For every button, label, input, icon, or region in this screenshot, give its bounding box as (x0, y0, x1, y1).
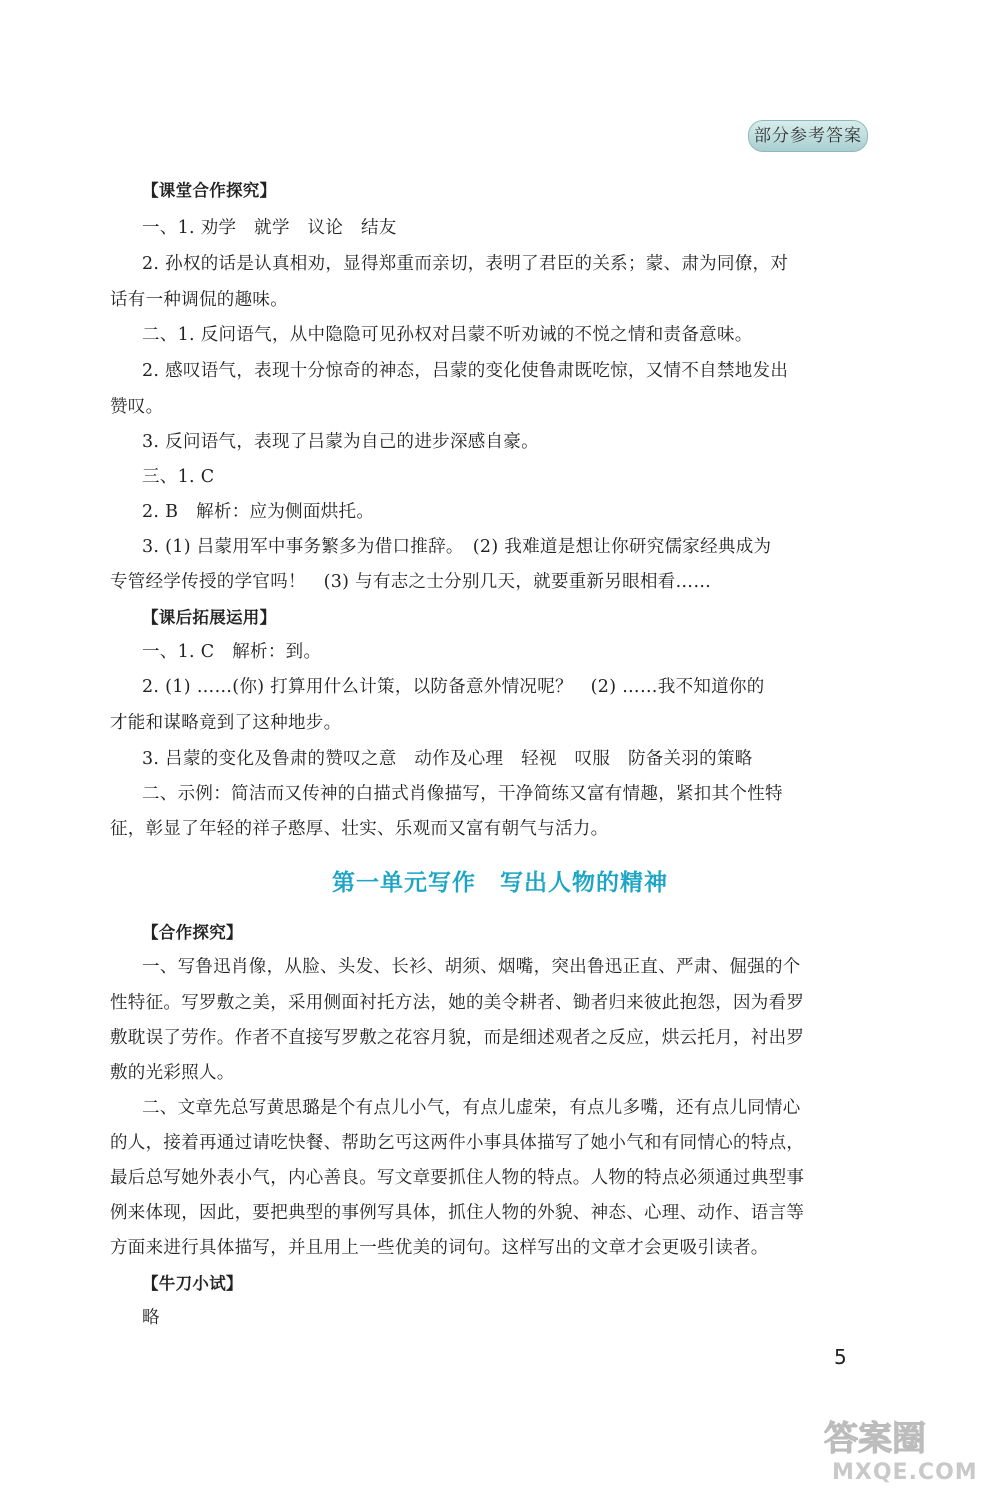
text-line: 3. 反问语气，表现了吕蒙为自己的进步深感自豪。 (142, 432, 539, 452)
text-line: 2. (1) ……(你) 打算用什么计策，以防备意外情况呢？ (2) ……我不知道你的 (142, 677, 765, 697)
section-heading: 【牛刀小试】 (142, 1274, 243, 1293)
section-heading: 【合作探究】 (142, 923, 243, 942)
text-line: 例来体现，因此，要把典型的事例写具体，抓住人物的外貌、神态、心理、动作、语言等 (110, 1203, 805, 1223)
text-line: 征，彰显了年轻的祥子憨厚、壮实、乐观而又富有朝气与活力。 (110, 819, 609, 839)
text-line: 3. (1) 吕蒙用军中事务繁多为借口推辞。 (2) 我难道是想让你研究儒家经典成为 (142, 537, 772, 557)
text-line: 话有一种调侃的趣味。 (110, 290, 288, 310)
text-line: 2. 感叹语气，表现十分惊奇的神态，吕蒙的变化使鲁肃既吃惊，又情不自禁地发出 (142, 361, 789, 381)
text-line: 二、示例：简洁而又传神的白描式肖像描写，干净简练又富有情趣，紧扣其个性特 (142, 784, 783, 804)
text-line: 一、1. C 解析：到。 (142, 642, 322, 662)
text-line: 赞叹。 (110, 397, 164, 417)
text-line: 一、1. 劝学 就学 议论 结友 (142, 218, 397, 238)
unit-title: 第一单元写作 写出人物的精神 (332, 870, 668, 896)
text-line: 二、文章先总写黄思璐是个有点儿小气，有点儿虚荣，有点儿多嘴，还有点儿同情心 (142, 1098, 801, 1118)
text-line: 方面来进行具体描写，并且用上一些优美的词句。这样写出的文章才会更吸引读者。 (110, 1238, 769, 1258)
text-line: 敷的光彩照人。 (110, 1063, 235, 1083)
text-line: 性特征。写罗敷之美，采用侧面衬托方法，她的美令耕者、锄者归来彼此抱怨，因为看罗 (110, 993, 805, 1013)
text-line: 才能和谋略竟到了这种地步。 (110, 713, 342, 733)
text-line: 二、1. 反问语气，从中隐隐可见孙权对吕蒙不听劝诫的不悦之情和责备意味。 (142, 325, 753, 345)
section-tab: 部分参考答案 (748, 120, 868, 152)
text-line: 2. 孙权的话是认真相劝，显得郑重而亲切，表明了君臣的关系；蒙、肃为同僚，对 (142, 254, 789, 274)
text-line: 三、1. C (142, 467, 215, 487)
text-line: 敷耽误了劳作。作者不直接写罗敷之花容月貌，而是细述观者之反应，烘云托月，衬出罗 (110, 1028, 805, 1048)
text-line: 专管经学传授的学官吗！ (3) 与有志之士分别几天，就要重新另眼相看…… (110, 572, 712, 592)
section-heading: 【课后拓展运用】 (142, 608, 277, 627)
page-number: 5 (834, 1345, 847, 1369)
watermark-logo-icon (820, 1412, 990, 1458)
text-line: 3. 吕蒙的变化及鲁肃的赞叹之意 动作及心理 轻视 叹服 防备关羽的策略 (142, 749, 753, 769)
text-line: 一、写鲁迅肖像，从脸、头发、长衫、胡须、烟嘴，突出鲁迅正直、严肃、倔强的个 (142, 957, 801, 977)
section-heading: 【课堂合作探究】 (142, 181, 277, 200)
svg-text:答案圈: 答案圈 (824, 1419, 926, 1458)
text-line: 2. B 解析：应为侧面烘托。 (142, 502, 375, 522)
watermark-text: MXQE.COM (832, 1460, 978, 1485)
text-line: 最后总写她外表小气，内心善良。写文章要抓住人物的特点。人物的特点必须通过典型事 (110, 1168, 805, 1188)
text-line: 略 (142, 1308, 160, 1328)
text-line: 的人，接着再通过请吃快餐、帮助乞丐这两件小事具体描写了她小气和有同情心的特点， (110, 1133, 805, 1153)
